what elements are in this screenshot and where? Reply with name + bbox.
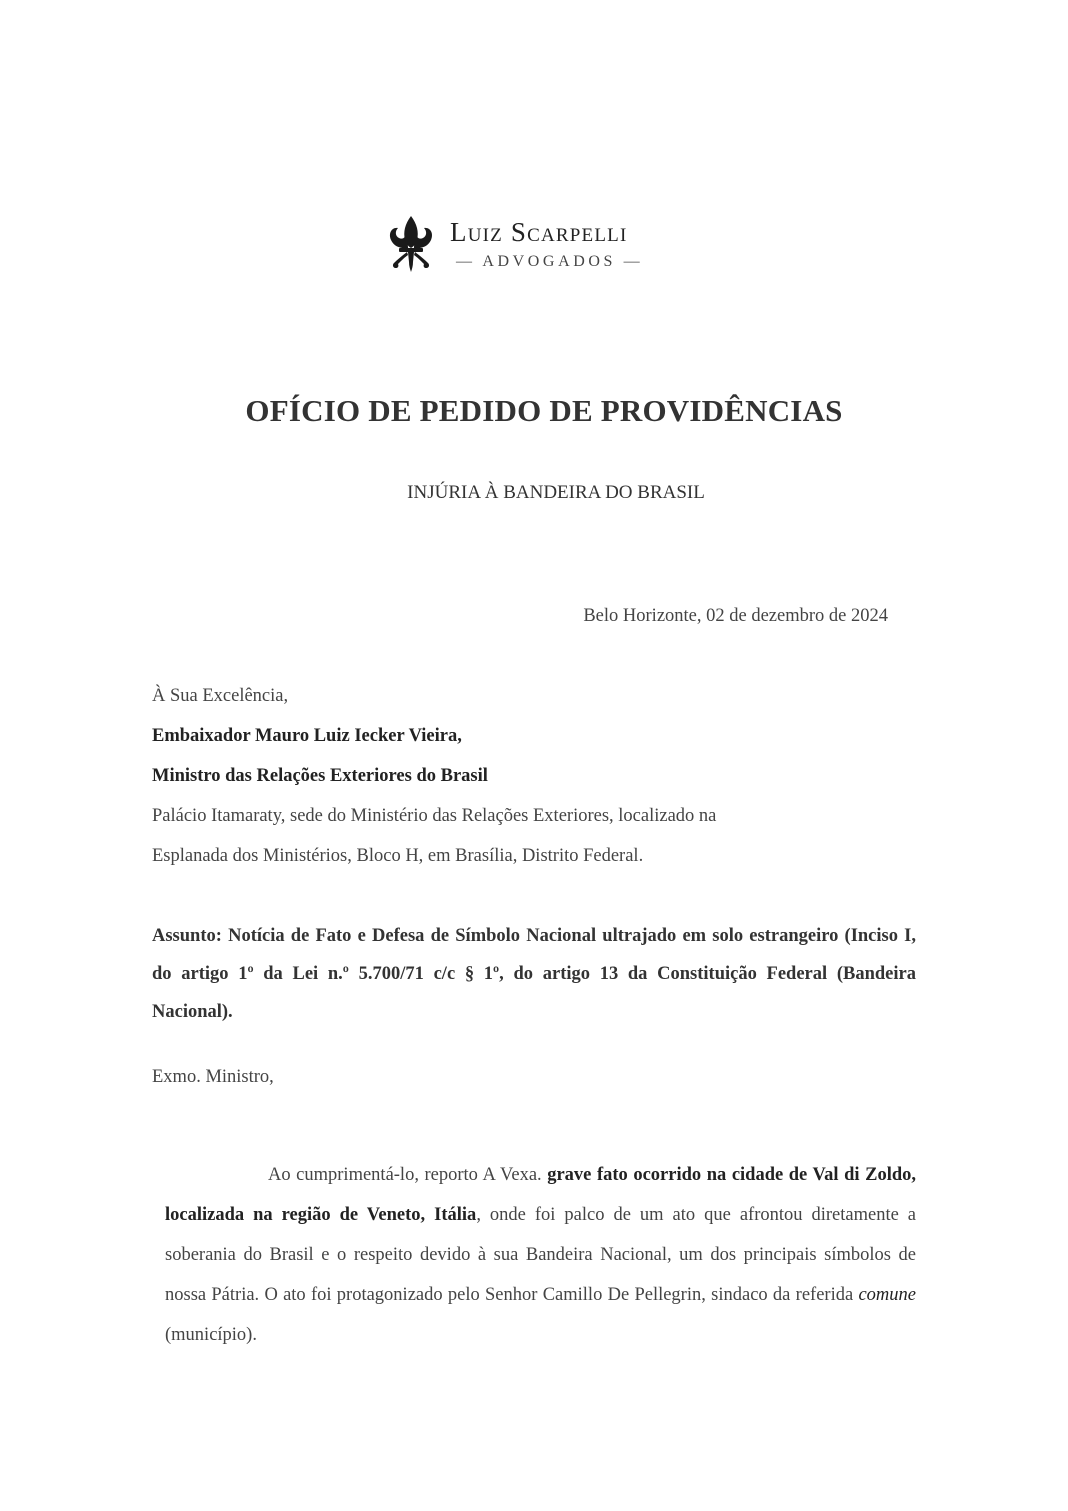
body-bold-text: grave fato ocorrido na cidade de Val di Zoldo, localizada na região de Veneto, Itália bbox=[165, 1165, 916, 1225]
firm-name: Luiz Scarpelli bbox=[450, 217, 628, 247]
body-end: (município). bbox=[165, 1325, 257, 1345]
place-and-date: Belo Horizonte, 02 de dezembro de 2024 bbox=[583, 606, 888, 626]
document-subtitle: INJÚRIA À BANDEIRA DO BRASIL bbox=[407, 482, 705, 503]
recipient-name: Embaixador Mauro Luiz Iecker Vieira, bbox=[152, 726, 462, 746]
firm-subtitle: — ADVOGADOS — bbox=[456, 253, 644, 270]
recipient-greeting: À Sua Excelência, bbox=[152, 686, 289, 706]
body-italic-text: comune bbox=[858, 1285, 916, 1305]
recipient-role: Ministro das Relações Exteriores do Brasil bbox=[152, 766, 488, 786]
body-paragraph bbox=[165, 1155, 916, 1355]
body-middle: , onde foi palco de um ato que afrontou diretamente a soberania do Brasil e o respeito devido à sua Bandeira Nacional, um dos principais símbolos de nossa Pátria. O ato foi protagonizado pelo Senhor Camillo De Pellegrin, sindaco da referida bbox=[165, 1205, 916, 1305]
salutation: Exmo. Ministro, bbox=[152, 1067, 274, 1087]
document-title: OFÍCIO DE PEDIDO DE PROVIDÊNCIAS bbox=[245, 393, 843, 428]
fleur-de-lis-icon bbox=[386, 215, 436, 273]
recipient-address-line1: Palácio Itamaraty, sede do Ministério das Relações Exteriores, localizado na bbox=[152, 806, 717, 826]
recipient-block bbox=[152, 676, 892, 876]
subject-paragraph: Assunto: Notícia de Fato e Defesa de Símbolo Nacional ultrajado em solo estrangeiro (Inciso I, do artigo 1º da Lei n.º 5.700/71 c/c § 1º, do artigo 13 da Constituição Federal (Bandeira Nacional). bbox=[152, 926, 916, 1022]
recipient-address-line2: Esplanada dos Ministérios, Bloco H, em Brasília, Distrito Federal. bbox=[152, 846, 644, 866]
body-intro: Ao cumprimentá-lo, reporto A Vexa. bbox=[268, 1165, 548, 1185]
letterhead-logo bbox=[386, 213, 686, 275]
